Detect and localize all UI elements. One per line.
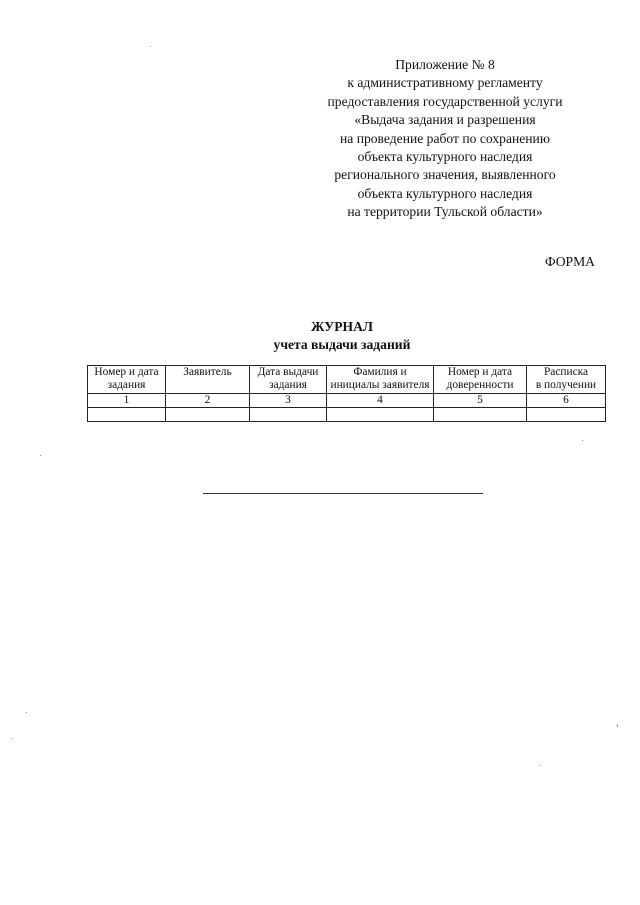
appendix-line: Приложение № 8	[395, 57, 495, 72]
journal-title: ЖУРНАЛ	[310, 319, 374, 334]
column-number-row	[88, 394, 606, 408]
appendix-line: к административному регламенту	[347, 75, 543, 91]
column-number: 6	[527, 394, 606, 408]
scan-speck	[540, 765, 541, 766]
appendix-line: объекта культурного наследия	[357, 149, 533, 165]
column-header: Номер и дата задания	[88, 366, 166, 394]
column-number: 5	[434, 394, 527, 408]
column-header: Номер и дата доверенности	[434, 366, 527, 394]
scan-speck	[40, 455, 41, 456]
end-divider-line	[203, 493, 483, 494]
appendix-line: «Выдача задания и разрешения	[354, 112, 536, 128]
scan-speck	[617, 724, 618, 727]
scan-speck	[582, 440, 583, 441]
column-number: 3	[250, 394, 327, 408]
table-cell	[250, 408, 327, 422]
table-cell	[166, 408, 250, 422]
appendix-line: регионального значения, выявленного	[334, 167, 556, 183]
column-number: 2	[166, 394, 250, 408]
appendix-line: предоставления государственной услуги	[327, 93, 563, 109]
column-number: 1	[88, 394, 166, 408]
appendix-header	[300, 56, 590, 222]
column-header: Расписка в получении	[527, 366, 606, 394]
appendix-line: на территории Тульской области»	[347, 204, 543, 220]
table-row	[88, 408, 606, 422]
table-cell	[327, 408, 434, 422]
table-cell	[434, 408, 527, 422]
column-header: Заявитель	[166, 366, 250, 394]
column-header: Фамилия и инициалы заявителя	[327, 366, 434, 394]
scan-speck	[26, 712, 27, 713]
journal-table	[87, 365, 606, 422]
table-cell	[527, 408, 606, 422]
table-header-row	[88, 366, 606, 394]
scan-speck	[12, 738, 13, 739]
table-cell	[88, 408, 166, 422]
appendix-line: на проведение работ по сохранению	[339, 130, 550, 146]
appendix-line: объекта культурного наследия	[357, 185, 533, 201]
scan-speck	[150, 46, 151, 47]
column-header: Дата выдачи задания	[250, 366, 327, 394]
journal-title-block	[0, 318, 640, 354]
column-number: 4	[327, 394, 434, 408]
journal-subtitle: учета выдачи заданий	[273, 337, 411, 352]
form-label: ФОРМА	[544, 254, 595, 269]
